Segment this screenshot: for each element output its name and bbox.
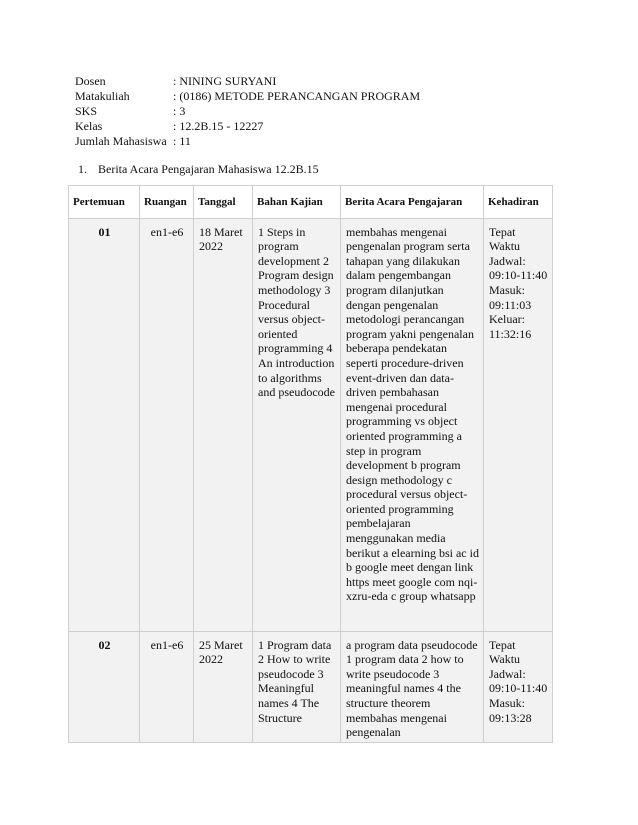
cell-kehadiran: Tepat Waktu Jadwal: 09:10-11:40 Masuk: 09:11:03 Keluar: 11:32:16 [484, 218, 553, 631]
info-label: Matakuliah [75, 89, 130, 103]
course-info [75, 74, 420, 149]
info-row-jumlah-mahasiswa [75, 134, 420, 149]
info-label: Kelas [75, 119, 103, 133]
section-heading [78, 162, 319, 177]
cell-berita-acara: a program data pseudocode 1 program data 2 how to write pseudocode 3 meaningful names 4 the structure theorem membahas mengenai pengenalan [341, 631, 484, 742]
header-pertemuan: Pertemuan [69, 186, 140, 219]
info-row-matakuliah [75, 89, 420, 104]
section-title: Berita Acara Pengajaran Mahasiswa 12.2B.15 [98, 162, 319, 176]
cell-bahan-kajian: 1 Steps in program development 2 Program design methodology 3 Procedural versus object-oriented programming 4 An introduction to algorithms and pseudocode [253, 218, 341, 631]
section-number: 1. [78, 162, 87, 176]
header-berita-acara: Berita Acara Pengajaran [341, 186, 484, 219]
info-value: : 12.2B.15 - 12227 [173, 119, 264, 133]
info-row-dosen [75, 74, 420, 89]
header-ruangan: Ruangan [140, 186, 194, 219]
table-row [69, 218, 553, 631]
header-kehadiran: Kehadiran [484, 186, 553, 219]
info-value: : (0186) METODE PERANCANGAN PROGRAM [173, 89, 421, 103]
table-header-row [69, 186, 553, 219]
cell-tanggal: 18 Maret 2022 [194, 218, 253, 631]
table-row [69, 631, 553, 742]
cell-pertemuan: 01 [69, 218, 140, 631]
cell-tanggal: 25 Maret 2022 [194, 631, 253, 742]
info-value: : 11 [173, 134, 191, 148]
cell-bahan-kajian: 1 Program data 2 How to write pseudocode 3 Meaningful names 4 The Structure [253, 631, 341, 742]
info-label: Jumlah Mahasiswa [75, 134, 167, 148]
cell-kehadiran: Tepat Waktu Jadwal: 09:10-11:40 Masuk: 09:13:28 [484, 631, 553, 742]
info-row-kelas [75, 119, 420, 134]
cell-ruangan: en1-e6 [140, 218, 194, 631]
info-value: : NINING SURYANI [173, 74, 277, 88]
info-row-sks [75, 104, 420, 119]
cell-ruangan: en1-e6 [140, 631, 194, 742]
cell-berita-acara: membahas mengenai pengenalan program serta tahapan yang dilakukan dalam pengembangan program dilanjutkan dengan pengenalan metodologi perancangan program yakni pengenalan beberapa pendekatan seperti procedure-driven event-driven dan data-driven pembahasan mengenai procedural programming vs object oriented programming a step in program development b program design methodology c procedural versus object-oriented programming pembelajaran menggunakan media berikut a elearning bsi ac id b google meet dengan link https meet google com nqi-xzru-eda c group whatsapp [341, 218, 484, 631]
info-label: SKS [75, 104, 98, 118]
header-bahan-kajian: Bahan Kajian [253, 186, 341, 219]
info-value: : 3 [173, 104, 186, 118]
header-tanggal: Tanggal [194, 186, 253, 219]
info-label: Dosen [75, 74, 106, 88]
cell-pertemuan: 02 [69, 631, 140, 742]
attendance-table [68, 185, 553, 743]
